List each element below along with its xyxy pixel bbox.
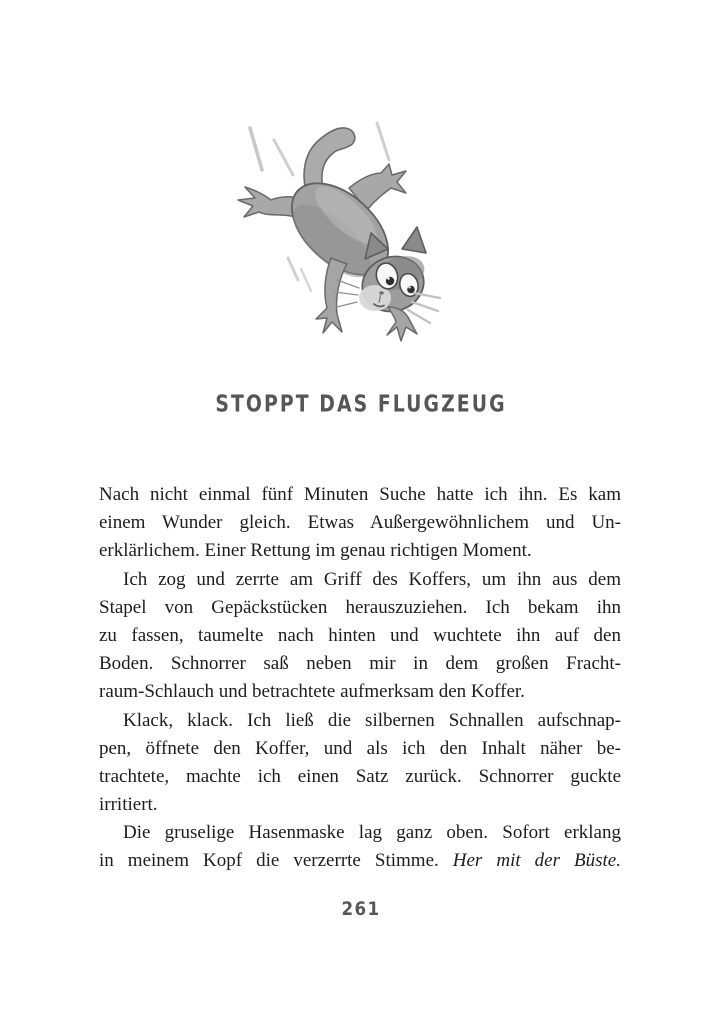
text-line: trachtete, machte ich einen Satz zurück. Schnorrer guckte xyxy=(99,765,621,787)
text-line: Stapel von Gepäckstücken herauszuziehen. Ich bekam ihn xyxy=(99,596,621,618)
text-line: irritiert. xyxy=(99,794,158,816)
text-line: erklärlichem. Einer Rettung im genau richtigen Moment. xyxy=(99,540,532,562)
cat-figure xyxy=(238,128,440,341)
text-line: Boden. Schnorrer saß neben mir in dem großen Fracht- xyxy=(99,653,621,675)
page-number: 261 xyxy=(341,898,381,920)
text-line: Klack, klack. Ich ließ die silbernen Schnallen aufschnap- xyxy=(123,709,621,731)
text-line: in meinem Kopf die verzerrte Stimme. Her mit der Büste. xyxy=(99,850,621,872)
cat-nose xyxy=(379,291,384,294)
falling-cat-drawing xyxy=(233,112,455,348)
cat-right-ear xyxy=(402,227,426,253)
text-line: raum-Schlauch und betrachtete aufmerksam den Koffer. xyxy=(99,681,525,703)
falling-cat-illustration xyxy=(233,112,455,348)
text-line: pen, öffnete den Koffer, und als ich den Inhalt näher be- xyxy=(99,737,621,759)
text-line: Ich zog und zerrte am Griff des Koffers, um ihn aus dem xyxy=(123,568,621,590)
cat-front-left-leg xyxy=(316,258,347,333)
text-line: einem Wunder gleich. Etwas Außergewöhnlichem und Un- xyxy=(99,512,621,534)
chapter-title: STOPPT DAS FLUGZEUG xyxy=(215,391,507,418)
body-text xyxy=(99,481,621,876)
text-line: zu fassen, taumelte nach hinten und wuchtete ihn auf den xyxy=(99,624,621,646)
text-line: Die gruselige Hasenmaske lag ganz oben. Sofort erklang xyxy=(123,822,621,844)
text-line: Nach nicht einmal fünf Minuten Suche hatte ich ihn. Es kam xyxy=(99,484,621,505)
